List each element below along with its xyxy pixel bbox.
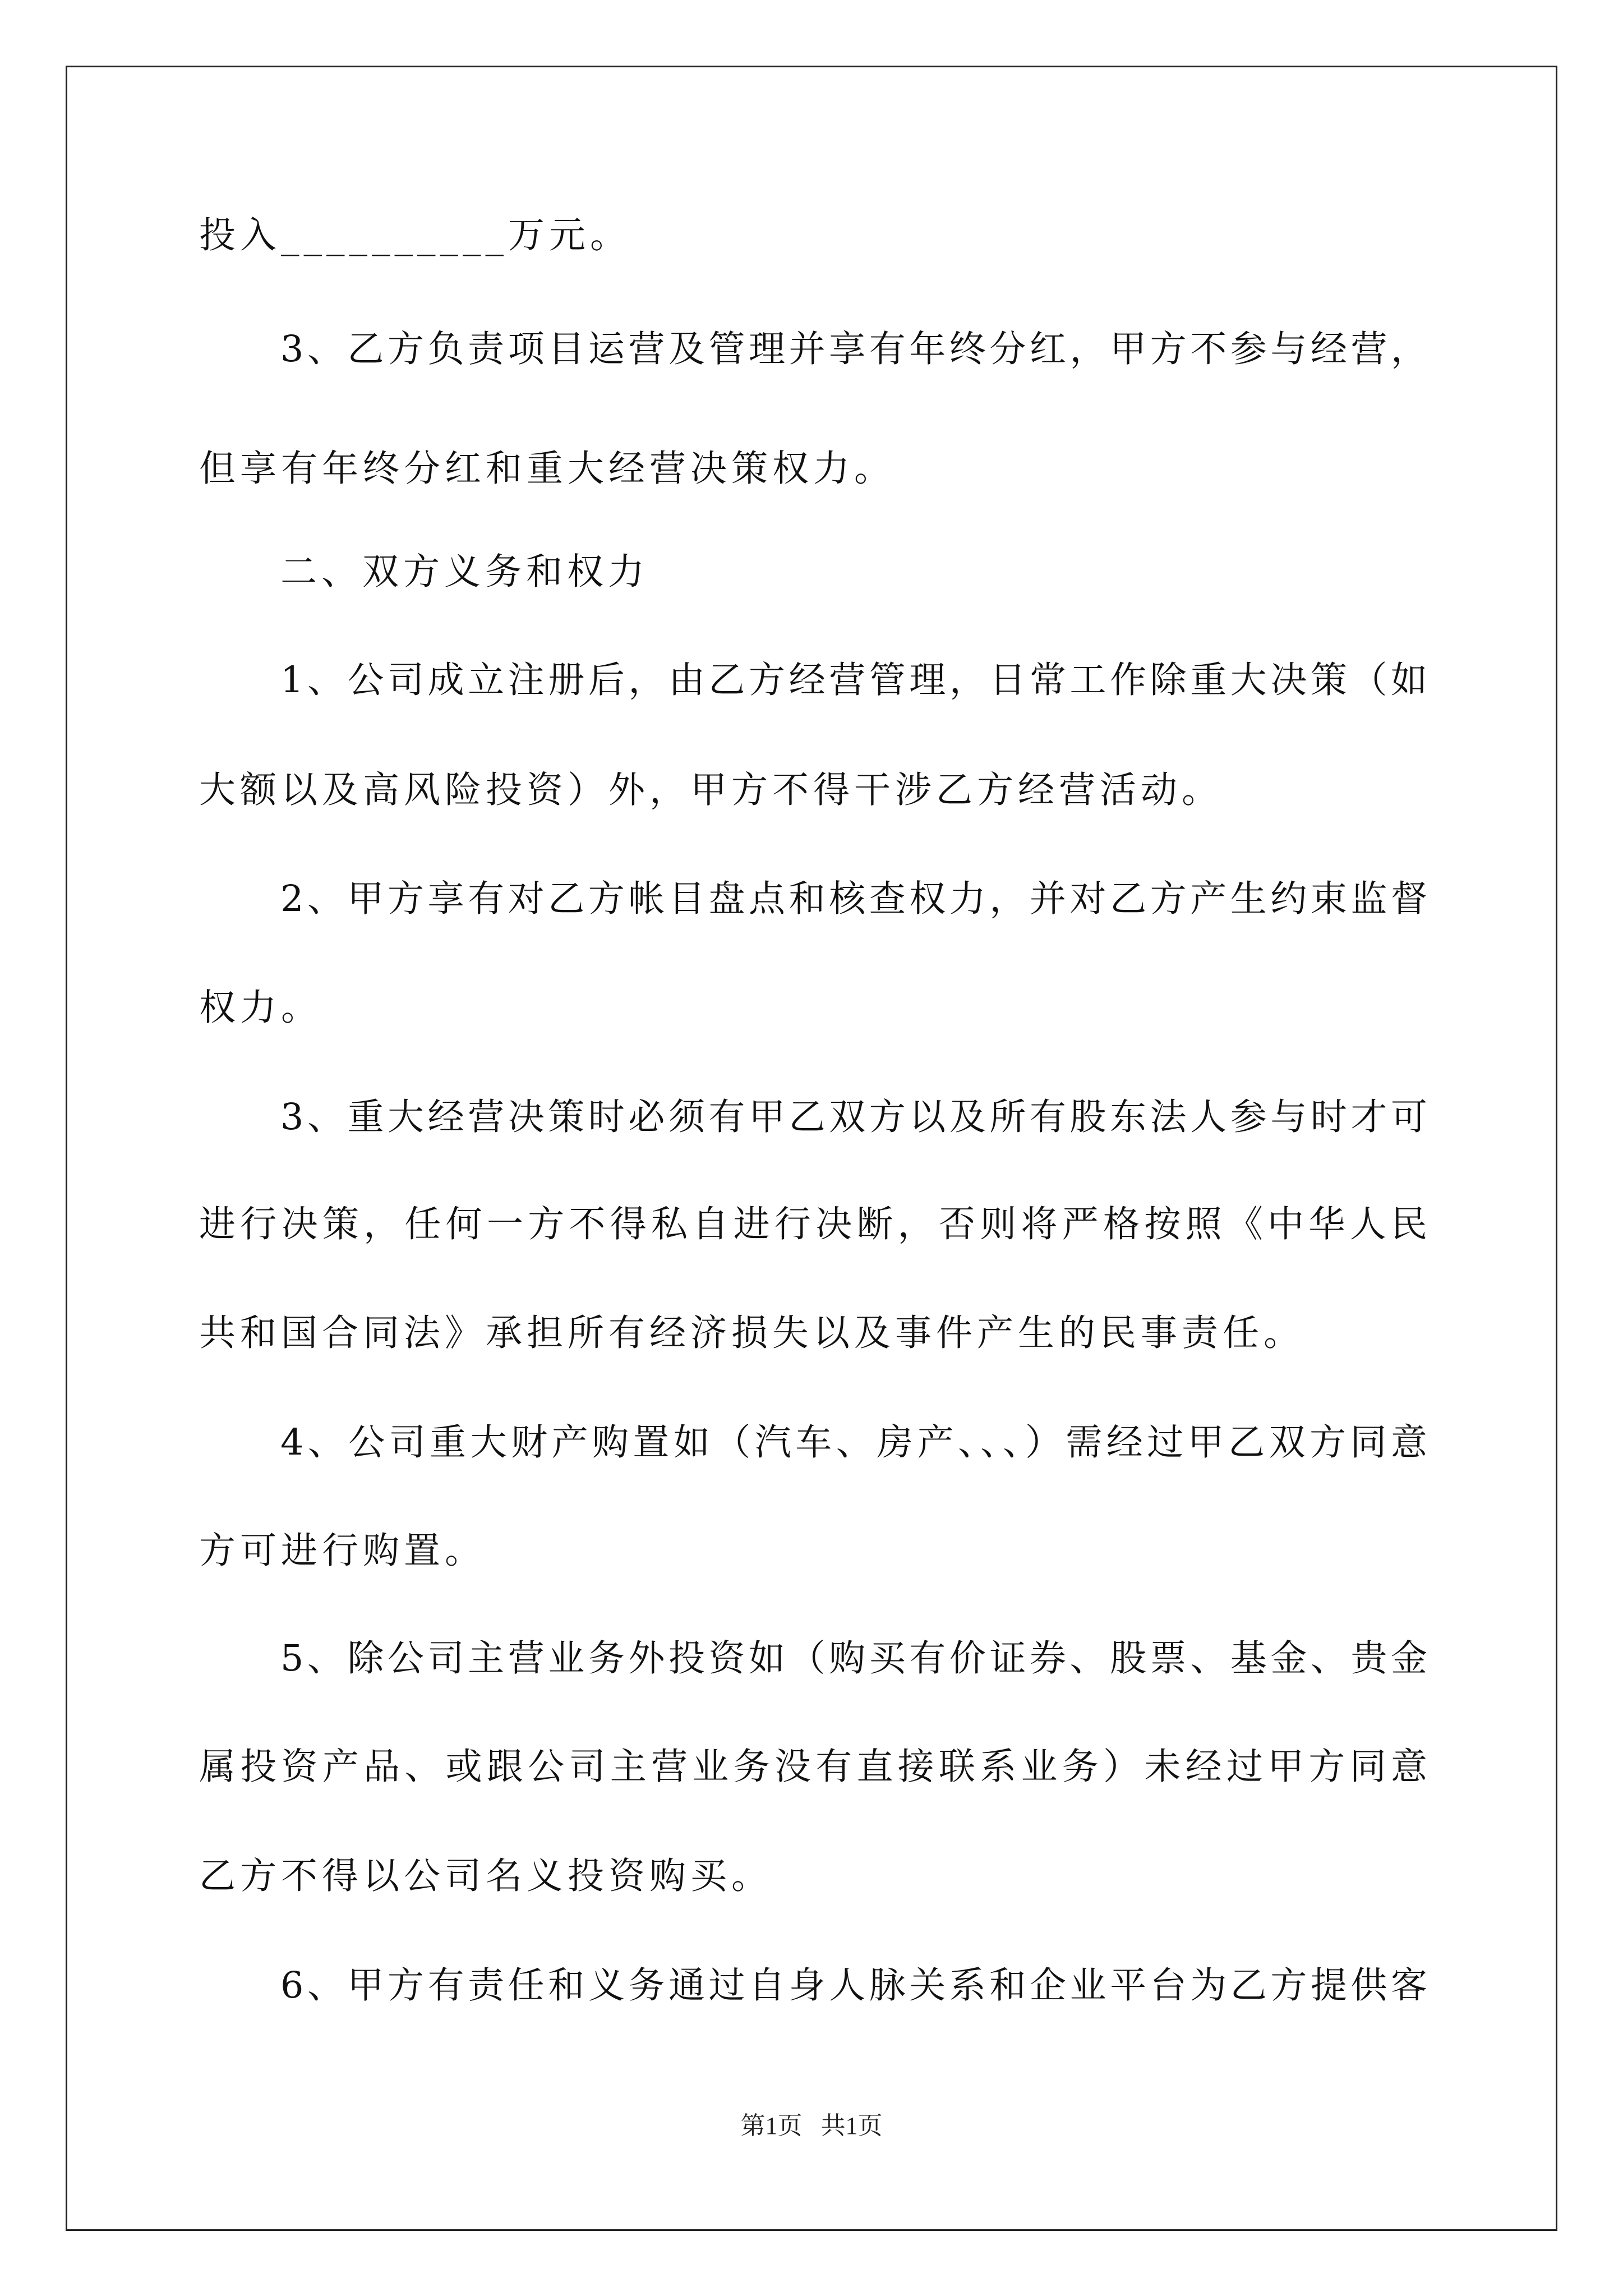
paragraph-line: 投入__________万元。	[199, 214, 631, 256]
paragraph-line: 1、公司成立注册后，由乙方经营管理，日常工作除重大决策（如	[280, 659, 1427, 701]
page-border	[66, 66, 1557, 2231]
page-number-footer: 第1页 共1页	[740, 2112, 883, 2139]
paragraph-line: 共和国合同法》承担所有经济损失以及事件产生的民事责任。	[199, 1312, 1305, 1354]
paragraph-line: 4、公司重大财产购置如（汽车、房产、、、）需经过甲乙双方同意	[280, 1421, 1427, 1464]
paragraph-line: 但享有年终分红和重大经营决策权力。	[199, 448, 896, 490]
paragraph-line: 3、乙方负责项目运营及管理并享有年终分红，甲方不参与经营，	[280, 328, 1427, 370]
paragraph-line: 6、甲方有责任和义务通过自身人脉关系和企业平台为乙方提供客	[280, 1964, 1427, 2007]
paragraph-line: 进行决策，任何一方不得私自进行决断，否则将严格按照《中华人民	[199, 1203, 1427, 1245]
paragraph-line: 乙方不得以公司名义投资购买。	[199, 1855, 773, 1897]
paragraph-line: 大额以及高风险投资）外，甲方不得干涉乙方经营活动。	[199, 769, 1223, 811]
paragraph-line: 3、重大经营决策时必须有甲乙双方以及所有股东法人参与时才可	[280, 1096, 1427, 1138]
paragraph-line: 5、除公司主营业务外投资如（购买有价证券、股票、基金、贵金	[280, 1637, 1427, 1680]
paragraph-line: 属投资产品、或跟公司主营业务没有直接联系业务）未经过甲方同意	[199, 1746, 1427, 1788]
paragraph-line: 权力。	[199, 987, 322, 1029]
paragraph-line: 方可进行购置。	[199, 1530, 486, 1572]
section-heading: 二、双方义务和权力	[280, 551, 649, 593]
paragraph-line: 2、甲方享有对乙方帐目盘点和核查权力，并对乙方产生约束监督	[280, 878, 1427, 920]
